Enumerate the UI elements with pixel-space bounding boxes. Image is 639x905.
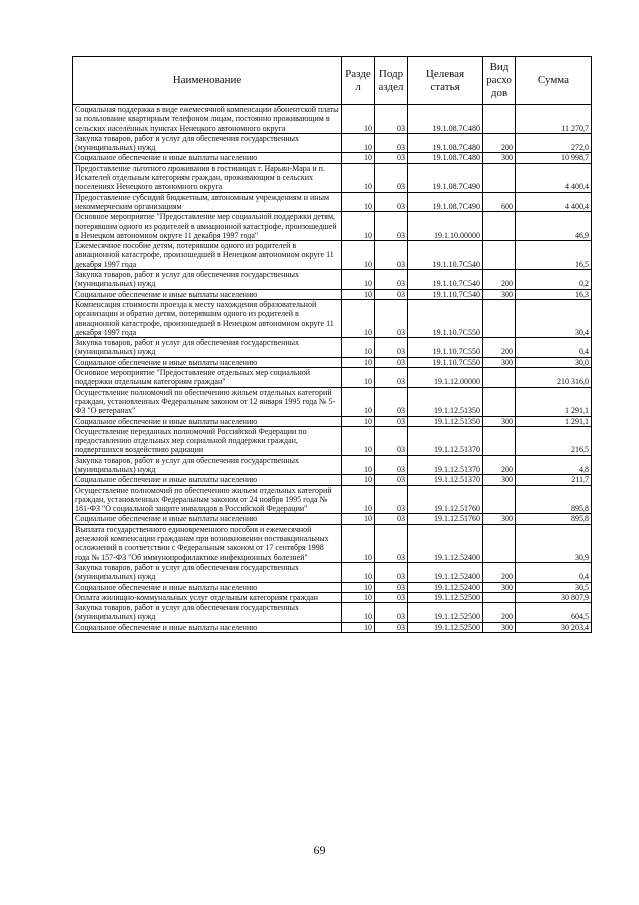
cell-sum: 604,5 xyxy=(516,603,592,623)
cell-section: 10 xyxy=(342,592,375,602)
cell-sum: 272,0 xyxy=(516,133,592,153)
cell-section: 10 xyxy=(342,357,375,367)
table-row xyxy=(73,338,592,358)
cell-sum: 30,4 xyxy=(516,299,592,337)
cell-section: 10 xyxy=(342,270,375,290)
cell-expense-type xyxy=(483,212,516,241)
cell-expense-type: 200 xyxy=(483,603,516,623)
cell-subsection: 03 xyxy=(375,163,408,192)
cell-expense-type: 300 xyxy=(483,475,516,485)
cell-expense-type: 600 xyxy=(483,192,516,212)
cell-expense-type: 200 xyxy=(483,562,516,582)
cell-section: 10 xyxy=(342,105,375,134)
cell-section: 10 xyxy=(342,163,375,192)
cell-expense-type xyxy=(483,426,516,455)
cell-section: 10 xyxy=(342,514,375,524)
cell-sum: 30 203,4 xyxy=(516,622,592,632)
table-row xyxy=(73,524,592,562)
cell-target-article: 19.1.10.7С540 xyxy=(408,289,483,299)
cell-section: 10 xyxy=(342,289,375,299)
table-row xyxy=(73,485,592,514)
table-row xyxy=(73,133,592,153)
cell-name: Социальное обеспечение и иные выплаты населению xyxy=(73,416,342,426)
cell-expense-type: 300 xyxy=(483,622,516,632)
cell-target-article: 19.1.12.52500 xyxy=(408,592,483,602)
table-row xyxy=(73,212,592,241)
cell-expense-type: 200 xyxy=(483,270,516,290)
cell-name: Закупка товаров, работ и услуг для обеспечения государственных (муниципальных) нужд xyxy=(73,455,342,475)
page-number: 69 xyxy=(313,843,326,857)
cell-target-article: 19.1.12.52400 xyxy=(408,582,483,592)
table-row xyxy=(73,416,592,426)
header-name: Наименование xyxy=(73,57,342,105)
cell-target-article: 19.1.10.7С540 xyxy=(408,241,483,270)
table-row xyxy=(73,105,592,134)
cell-name: Предоставление субсидий бюджетным, автономным учреждениям и иным некоммерческим организациям xyxy=(73,192,342,212)
table-row xyxy=(73,163,592,192)
cell-target-article: 19.1.12.51370 xyxy=(408,475,483,485)
cell-name: Ежемесячное пособие детям, потерявшим одного из родителей в авиационной катастрофе, произошедшей в Ненецком автономном округе 11 декабря 1997 года xyxy=(73,241,342,270)
cell-expense-type: 300 xyxy=(483,357,516,367)
cell-subsection: 03 xyxy=(375,426,408,455)
cell-name: Социальное обеспечение и иные выплаты населению xyxy=(73,357,342,367)
cell-section: 10 xyxy=(342,485,375,514)
cell-target-article: 19.1.12.52400 xyxy=(408,562,483,582)
cell-subsection: 03 xyxy=(375,524,408,562)
table-row xyxy=(73,368,592,388)
cell-subsection: 03 xyxy=(375,416,408,426)
table-row xyxy=(73,592,592,602)
table-row xyxy=(73,299,592,337)
table-row xyxy=(73,455,592,475)
cell-expense-type xyxy=(483,387,516,416)
cell-name: Основное мероприятие "Предоставление мер социальной поддержки детям, потерявшим одного из родителей в авиационной катастрофе, произошедшей в Ненецком автономном округе 11 декабря 1997 года" xyxy=(73,212,342,241)
cell-expense-type xyxy=(483,485,516,514)
cell-sum: 46,9 xyxy=(516,212,592,241)
cell-target-article: 19.1.12.51370 xyxy=(408,426,483,455)
cell-subsection: 03 xyxy=(375,562,408,582)
table-header-row xyxy=(73,57,592,105)
cell-expense-type xyxy=(483,592,516,602)
cell-subsection: 03 xyxy=(375,212,408,241)
cell-name: Предоставление льготного проживания в гостиницах г. Нарьян-Мара и п. Искателей отдельным категориям граждан, проживающим в сельских поселениях Ненецкого автономного округа xyxy=(73,163,342,192)
cell-sum: 30 807,9 xyxy=(516,592,592,602)
cell-sum: 1 291,1 xyxy=(516,387,592,416)
cell-name: Социальное обеспечение и иные выплаты населению xyxy=(73,622,342,632)
cell-target-article: 19.1.10.7С550 xyxy=(408,299,483,337)
cell-name: Социальное обеспечение и иные выплаты населению xyxy=(73,153,342,163)
cell-expense-type: 300 xyxy=(483,153,516,163)
header-section: Разде л xyxy=(342,57,375,105)
cell-expense-type: 200 xyxy=(483,455,516,475)
cell-section: 10 xyxy=(342,475,375,485)
cell-sum: 0,2 xyxy=(516,270,592,290)
cell-sum: 4 400,4 xyxy=(516,163,592,192)
cell-sum: 1 291,1 xyxy=(516,416,592,426)
cell-expense-type: 300 xyxy=(483,416,516,426)
cell-sum: 0,4 xyxy=(516,562,592,582)
cell-name: Закупка товаров, работ и услуг для обеспечения государственных (муниципальных) нужд xyxy=(73,338,342,358)
cell-name: Социальное обеспечение и иные выплаты населению xyxy=(73,289,342,299)
cell-sum: 4 400,4 xyxy=(516,192,592,212)
cell-subsection: 03 xyxy=(375,368,408,388)
cell-name: Основное мероприятие "Предоставление отдельных мер социальной поддержки отдельным категориям граждан" xyxy=(73,368,342,388)
cell-section: 10 xyxy=(342,582,375,592)
cell-sum: 10 998,7 xyxy=(516,153,592,163)
cell-target-article: 19.1.08.7С480 xyxy=(408,153,483,163)
cell-subsection: 03 xyxy=(375,338,408,358)
cell-name: Социальное обеспечение и иные выплаты населению xyxy=(73,475,342,485)
cell-target-article: 19.1.12.51760 xyxy=(408,514,483,524)
cell-expense-type xyxy=(483,299,516,337)
cell-subsection: 03 xyxy=(375,105,408,134)
cell-name: Закупка товаров, работ и услуг для обеспечения государственных (муниципальных) нужд xyxy=(73,603,342,623)
cell-name: Закупка товаров, работ и услуг для обеспечения государственных (муниципальных) нужд xyxy=(73,133,342,153)
table-row xyxy=(73,270,592,290)
cell-section: 10 xyxy=(342,212,375,241)
cell-target-article: 19.1.12.51760 xyxy=(408,485,483,514)
cell-name: Оплата жилищно-коммунальных услуг отдельным категориям граждан xyxy=(73,592,342,602)
cell-sum: 11 270,7 xyxy=(516,105,592,134)
cell-name: Закупка товаров, работ и услуг для обеспечения государственных (муниципальных) нужд xyxy=(73,270,342,290)
cell-subsection: 03 xyxy=(375,455,408,475)
table-row xyxy=(73,622,592,632)
cell-target-article: 19.1.12.52500 xyxy=(408,603,483,623)
cell-section: 10 xyxy=(342,426,375,455)
cell-expense-type: 200 xyxy=(483,338,516,358)
header-subsection: Подр аздел xyxy=(375,57,408,105)
cell-subsection: 03 xyxy=(375,622,408,632)
header-sum: Сумма xyxy=(516,57,592,105)
cell-expense-type xyxy=(483,368,516,388)
cell-expense-type: 300 xyxy=(483,582,516,592)
cell-expense-type: 300 xyxy=(483,514,516,524)
cell-target-article: 19.1.08.7С490 xyxy=(408,192,483,212)
cell-name: Осуществление полномочий по обеспечению жильем отдельных категорий граждан, установленных Федеральным законом от 12 января 1995 года № 5-ФЗ "О ветеранах" xyxy=(73,387,342,416)
cell-subsection: 03 xyxy=(375,514,408,524)
cell-name: Выплата государственного единовременного пособия и ежемесячной денежной компенсации гражданам при возникновении поствакцинальных осложнений в соответствии с Федеральным законом от 17 сентября 1998 года № 157-ФЗ "Об иммунопрофилактике инфекционных болезней" xyxy=(73,524,342,562)
cell-target-article: 19.1.08.7С480 xyxy=(408,133,483,153)
cell-section: 10 xyxy=(342,192,375,212)
cell-sum: 16,3 xyxy=(516,289,592,299)
cell-sum: 895,8 xyxy=(516,485,592,514)
cell-section: 10 xyxy=(342,387,375,416)
cell-name: Осуществление переданных полномочий Российской Федерации по предоставлению отдельных мер социальной поддержки граждан, подвергшихся воздействию радиации xyxy=(73,426,342,455)
cell-target-article: 19.1.12.51370 xyxy=(408,455,483,475)
table-row xyxy=(73,603,592,623)
cell-sum: 210 316,0 xyxy=(516,368,592,388)
cell-subsection: 03 xyxy=(375,387,408,416)
cell-expense-type xyxy=(483,524,516,562)
cell-subsection: 03 xyxy=(375,153,408,163)
cell-section: 10 xyxy=(342,524,375,562)
cell-expense-type: 300 xyxy=(483,289,516,299)
cell-subsection: 03 xyxy=(375,289,408,299)
cell-subsection: 03 xyxy=(375,299,408,337)
cell-subsection: 03 xyxy=(375,133,408,153)
cell-target-article: 19.1.10.7С550 xyxy=(408,338,483,358)
header-expense-type: Вид расхо дов xyxy=(483,57,516,105)
table-row xyxy=(73,514,592,524)
cell-section: 10 xyxy=(342,338,375,358)
cell-expense-type xyxy=(483,163,516,192)
cell-section: 10 xyxy=(342,603,375,623)
cell-sum: 30,5 xyxy=(516,582,592,592)
cell-sum: 0,4 xyxy=(516,338,592,358)
cell-sum: 16,5 xyxy=(516,241,592,270)
cell-section: 10 xyxy=(342,299,375,337)
cell-target-article: 19.1.08.7С490 xyxy=(408,163,483,192)
cell-subsection: 03 xyxy=(375,485,408,514)
cell-target-article: 19.1.10.7С550 xyxy=(408,357,483,367)
cell-section: 10 xyxy=(342,241,375,270)
cell-subsection: 03 xyxy=(375,582,408,592)
cell-target-article: 19.1.10.00000 xyxy=(408,212,483,241)
table-row xyxy=(73,582,592,592)
cell-section: 10 xyxy=(342,368,375,388)
cell-target-article: 19.1.08.7С480 xyxy=(408,105,483,134)
cell-target-article: 19.1.12.00000 xyxy=(408,368,483,388)
cell-sum: 30,0 xyxy=(516,357,592,367)
table-row xyxy=(73,387,592,416)
header-target-article: Целевая статья xyxy=(408,57,483,105)
table-row xyxy=(73,562,592,582)
cell-name: Социальное обеспечение и иные выплаты населению xyxy=(73,514,342,524)
cell-expense-type xyxy=(483,105,516,134)
cell-subsection: 03 xyxy=(375,241,408,270)
cell-sum: 4,8 xyxy=(516,455,592,475)
cell-sum: 211,7 xyxy=(516,475,592,485)
cell-target-article: 19.1.10.7С540 xyxy=(408,270,483,290)
table-row xyxy=(73,357,592,367)
cell-section: 10 xyxy=(342,562,375,582)
table-row xyxy=(73,289,592,299)
table-row xyxy=(73,153,592,163)
cell-subsection: 03 xyxy=(375,270,408,290)
cell-name: Осуществление полномочий по обеспечению жильем отдельных категорий граждан, установленных Федеральным законом от 24 ноября 1995 года № 181-ФЗ "О социальной защите инвалидов в Российской Федерации" xyxy=(73,485,342,514)
cell-sum: 30,9 xyxy=(516,524,592,562)
cell-section: 10 xyxy=(342,455,375,475)
cell-section: 10 xyxy=(342,622,375,632)
cell-name: Закупка товаров, работ и услуг для обеспечения государственных (муниципальных) нужд xyxy=(73,562,342,582)
table-row xyxy=(73,426,592,455)
cell-section: 10 xyxy=(342,416,375,426)
cell-subsection: 03 xyxy=(375,192,408,212)
cell-target-article: 19.1.12.51350 xyxy=(408,416,483,426)
cell-subsection: 03 xyxy=(375,357,408,367)
cell-expense-type xyxy=(483,241,516,270)
cell-name: Компенсация стоимости проезда к месту нахождения образовательной организации и обратно детям, потерявшим одного из родителей в авиационной катастрофе, произошедшей в Ненецком автономном округе 11 декабря 1997 года xyxy=(73,299,342,337)
cell-subsection: 03 xyxy=(375,603,408,623)
table-row xyxy=(73,475,592,485)
cell-expense-type: 200 xyxy=(483,133,516,153)
table-row xyxy=(73,241,592,270)
cell-subsection: 03 xyxy=(375,475,408,485)
cell-name: Социальное обеспечение и иные выплаты населению xyxy=(73,582,342,592)
cell-section: 10 xyxy=(342,133,375,153)
cell-target-article: 19.1.12.51350 xyxy=(408,387,483,416)
cell-target-article: 19.1.12.52500 xyxy=(408,622,483,632)
cell-section: 10 xyxy=(342,153,375,163)
table-row xyxy=(73,192,592,212)
cell-sum: 216,5 xyxy=(516,426,592,455)
cell-name: Социальная поддержка в виде ежемесячной компенсации абонентской платы за пользование квартирным телефоном лицам, постоянно проживающим в сельских населённых пунктах Ненецкого автономного округа xyxy=(73,105,342,134)
cell-subsection: 03 xyxy=(375,592,408,602)
cell-sum: 895,8 xyxy=(516,514,592,524)
cell-target-article: 19.1.12.52400 xyxy=(408,524,483,562)
budget-table xyxy=(72,56,592,633)
